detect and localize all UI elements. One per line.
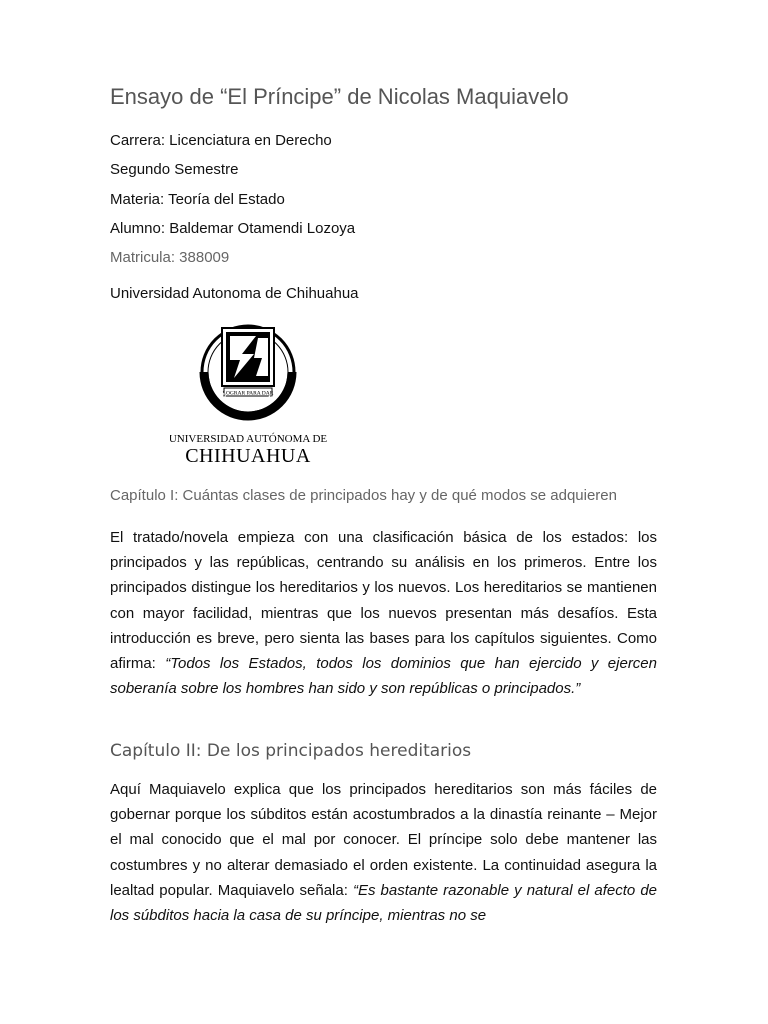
chapter-2-body: Aquí Maquiavelo explica que los principados hereditarios son más fáciles de gobernar porque los súbditos están acostumbrados a la dinastía reinante – Mejor el mal conocido que el mal por conocer. El príncipe solo debe mantener las costumbres y no alterar demasiado el orden existente. La continuidad asegura la lealtad popular. Maquiavelo señala: [110, 781, 657, 899]
university-seal-icon [170, 324, 330, 466]
chapter-2-heading: Capítulo II: De los principados hereditarios [110, 741, 472, 761]
chapter-1-quote: “Todos los Estados, todos los dominios que han ejercido y ejercen soberanía sobre los hombres han sido y son repúblicas o principados.” [110, 655, 657, 698]
page-title: Ensayo de “El Príncipe” de Nicolas Maquiavelo [110, 84, 569, 109]
logo-name-line1: UNIVERSIDAD AUTÓNOMA DE [170, 433, 328, 445]
matricula-line: Matricula: 388009 [110, 249, 230, 266]
logo-motto: LOGRAR PARA DAR [222, 390, 274, 397]
carrera-line: Carrera: Licenciatura en Derecho [110, 132, 332, 149]
materia-line: Materia: Teoría del Estado [110, 191, 285, 208]
chapter-2-paragraph [110, 777, 657, 928]
logo-ring-text: SIDAD AUTONOMA DE CHIH [208, 378, 288, 410]
logo-name-line2: CHIHUAHUA [185, 445, 311, 466]
chapter-1-paragraph [110, 525, 657, 701]
university-line: Universidad Autonoma de Chihuahua [110, 285, 359, 302]
alumno-line: Alumno: Baldemar Otamendi Lozoya [110, 220, 356, 237]
chapter-1-body: El tratado/novela empieza con una clasificación básica de los estados: los principados y las repúblicas, centrando su análisis en los primeros. Entre los principados distingue los hereditarios y los nuevos. Los hereditarios se mantienen con mayor facilidad, mientras que los nuevos presentan más desafíos. Esta introducción es breve, pero sienta las bases para los capítulos siguientes. Como afirma: [110, 529, 657, 673]
semestre-line: Segundo Semestre [110, 161, 239, 178]
chapter-2-quote: “Es bastante razonable y natural el afecto de los súbditos hacia la casa de su príncipe, mientras no se [110, 881, 657, 925]
university-logo [170, 324, 330, 466]
chapter-1-heading: Capítulo I: Cuántas clases de principados hay y de qué modos se adquieren [110, 487, 617, 504]
